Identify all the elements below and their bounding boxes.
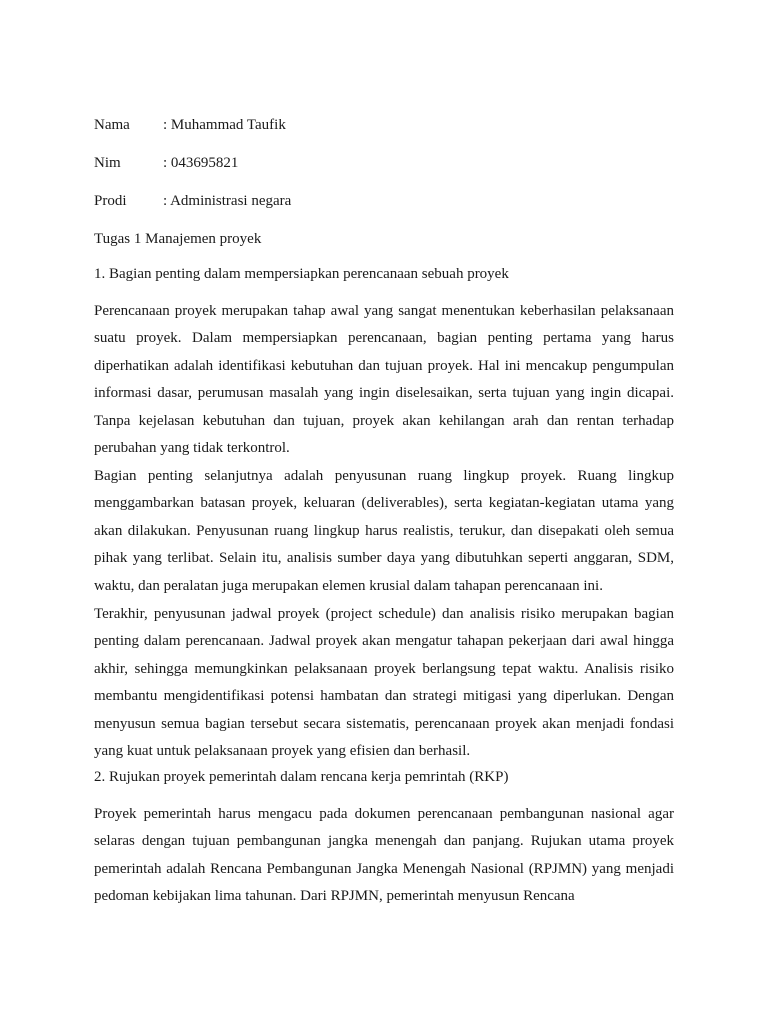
info-value: : 043695821 (163, 155, 239, 171)
info-label: Prodi (94, 193, 127, 209)
info-label: Nim (94, 155, 121, 171)
section-heading: 1. Bagian penting dalam mempersiapkan perencanaan sebuah proyek (94, 266, 509, 282)
info-label: Nama (94, 117, 130, 133)
paragraph: Proyek pemerintah harus mengacu pada dokumen perencanaan pembangunan nasional agar selaras dengan tujuan pembangunan jangka menengah dan panjang. Rujukan utama proyek pemerintah adalah Rencana Pembangunan Jangka Menengah Nasional (RPJMN) yang menjadi pedoman kebijakan lima tahunan. Dari RPJMN, pemerintah menyusun Rencana (94, 806, 674, 905)
info-row-nama (94, 117, 286, 134)
section-heading: 2. Rujukan proyek pemerintah dalam rencana kerja pemrintah (RKP) (94, 769, 509, 785)
task-title: Tugas 1 Manajemen proyek (94, 231, 262, 247)
info-value: : Muhammad Taufik (163, 117, 286, 133)
paragraph: Bagian penting selanjutnya adalah penyusunan ruang lingkup proyek. Ruang lingkup menggambarkan batasan proyek, keluaran (deliverables), serta kegiatan-kegiatan utama yang akan dilakukan. Penyusunan ruang lingkup harus realistis, terukur, dan disepakati oleh semua pihak yang terlibat. Selain itu, analisis sumber daya yang dibutuhkan seperti anggaran, SDM, waktu, dan peralatan juga merupakan elemen krusial dalam tahapan perencanaan ini. (94, 468, 674, 594)
info-row-prodi (94, 193, 291, 210)
paragraph: Terakhir, penyusunan jadwal proyek (project schedule) dan analisis risiko merupakan bagian penting dalam perencanaan. Jadwal proyek akan mengatur tahapan pekerjaan dari awal hingga akhir, sehingga memungkinkan pelaksanaan proyek berlangsung tepat waktu. Analisis risiko membantu mengidentifikasi potensi hambatan dan strategi mitigasi yang diperlukan. Dengan menyusun semua bagian tersebut secara sistematis, perencanaan proyek akan menjadi fondasi yang kuat untuk pelaksanaan proyek yang efisien dan berhasil. (94, 606, 674, 760)
paragraph: Perencanaan proyek merupakan tahap awal yang sangat menentukan keberhasilan pelaksanaan suatu proyek. Dalam mempersiapkan perencanaan, bagian penting pertama yang harus diperhatikan adalah identifikasi kebutuhan dan tujuan proyek. Hal ini mencakup pengumpulan informasi dasar, perumusan masalah yang ingin diselesaikan, serta tujuan yang ingin dicapai. Tanpa kejelasan kebutuhan dan tujuan, proyek akan kehilangan arah dan rentan terhadap perubahan yang tidak terkontrol. (94, 303, 674, 457)
info-value: : Administrasi negara (163, 193, 292, 209)
info-row-nim (94, 155, 238, 172)
